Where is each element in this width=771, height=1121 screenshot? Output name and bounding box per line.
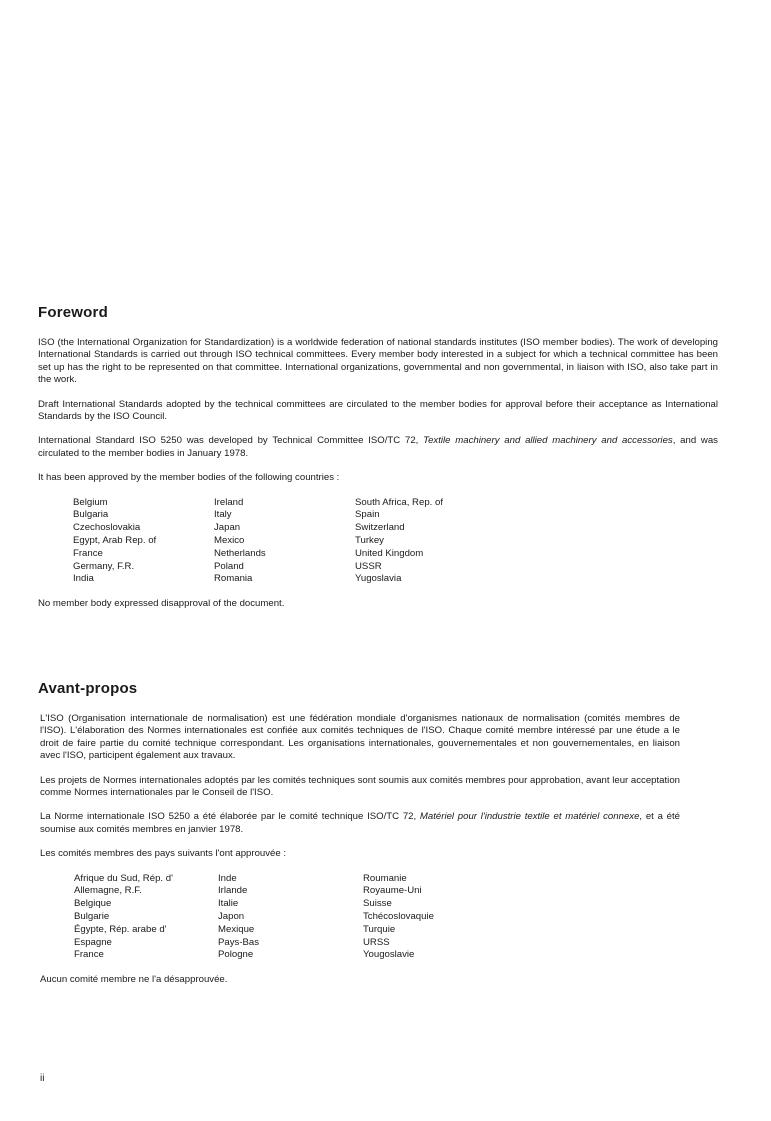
avant-propos-paragraph-1: L'ISO (Organisation internationale de normalisation) est une fédération mondiale d'organismes nationaux de normalisation (comités membres de l'ISO). L'élaboration des Normes internationales est confiée aux comités techniques de l'ISO. Chaque comité membre intéressé par une étude a le droit de faire partie du comité technique correspondant. Les organisations internationales, gouvernementales et non gouvernementales, en liaison avec l'ISO, participent également aux travaux.	[40, 713, 680, 762]
country-name: Irlande	[218, 885, 248, 897]
country-column	[218, 873, 363, 963]
country-name: Italie	[218, 898, 239, 910]
country-name: Bulgaria	[73, 509, 109, 521]
foreword-paragraph-3	[38, 435, 718, 460]
country-column	[74, 873, 218, 963]
avant-propos-heading: Avant-propos	[38, 680, 138, 697]
country-name: Mexique	[218, 923, 255, 935]
approval-intro-fr: Les comités membres des pays suivants l'ont approuvée :	[40, 848, 287, 860]
country-name: Turquie	[363, 923, 396, 935]
country-list-fr	[74, 873, 718, 963]
country-name: Mexico	[214, 535, 245, 547]
avant-propos-section	[38, 680, 718, 999]
country-name: Spain	[355, 509, 380, 521]
page-number: ii	[40, 1073, 45, 1084]
country-name: South Africa, Rep. of	[355, 496, 443, 508]
country-name: Ireland	[214, 496, 244, 508]
foreword-p3-start: International Standard ISO 5250 was developed by Technical Committee ISO/TC 72,	[38, 435, 424, 447]
country-name: Roumanie	[363, 872, 407, 884]
country-name: Germany, F.R.	[73, 560, 135, 572]
country-name: Suisse	[363, 898, 392, 910]
foreword-section	[38, 304, 718, 623]
country-name: Allemagne, R.F.	[74, 885, 142, 897]
closing-statement-en: No member body expressed disapproval of the document.	[38, 598, 285, 610]
country-name: Bulgarie	[74, 911, 110, 923]
country-name: Royaume-Uni	[363, 885, 422, 897]
committee-title-en: Textile machinery and allied machinery and accessories	[423, 435, 673, 447]
avant-propos-p3-start: La Norme internationale ISO 5250 a été élaborée par le comité technique ISO/TC 72,	[40, 811, 420, 823]
country-name: France	[74, 949, 104, 961]
country-name: Netherlands	[214, 547, 266, 559]
country-name: Romania	[214, 573, 253, 585]
country-name: Japon	[218, 911, 245, 923]
country-name: Pays-Bas	[218, 936, 260, 948]
country-name: France	[73, 547, 103, 559]
country-name: Espagne	[74, 936, 112, 948]
avant-propos-paragraph-3	[40, 811, 680, 836]
country-name: Inde	[218, 872, 237, 884]
country-column	[355, 497, 443, 587]
country-name: Égypte, Rép. arabe d'	[74, 923, 167, 935]
committee-title-fr: Matériel pour l'industrie textile et matériel connexe	[419, 811, 640, 823]
country-name: Czechoslovakia	[73, 522, 141, 534]
country-name: Belgium	[73, 496, 108, 508]
country-name: United Kingdom	[355, 547, 424, 559]
country-name: Egypt, Arab Rep. of	[73, 535, 157, 547]
country-name: Italy	[214, 509, 232, 521]
country-name: Belgique	[74, 898, 112, 910]
country-name: Yougoslavie	[363, 949, 415, 961]
foreword-heading: Foreword	[38, 304, 108, 321]
country-column	[363, 873, 434, 963]
country-name: Tchécoslovaquie	[363, 911, 434, 923]
foreword-p3-end: , and was circulated to the member bodies in January 1978.	[38, 435, 718, 459]
approval-intro-en: It has been approved by the member bodies of the following countries :	[38, 472, 340, 484]
country-name: Turkey	[355, 535, 384, 547]
foreword-paragraph-2: Draft International Standards adopted by the technical committees are circulated to the member bodies for approval before their acceptance as International Standards by the ISO Council.	[38, 398, 718, 423]
country-column	[214, 497, 355, 587]
country-name: USSR	[355, 560, 382, 572]
avant-propos-paragraph-2: Les projets de Normes internationales adoptés par les comités techniques sont soumis aux comités membres pour approbation, avant leur acceptation comme Normes internationales par le Conseil de l'ISO.	[40, 774, 680, 799]
closing-statement-fr: Aucun comité membre ne l'a désapprouvée.	[40, 974, 228, 986]
country-name: URSS	[363, 936, 390, 948]
country-name: Switzerland	[355, 522, 405, 534]
avant-propos-p3-end: , et a été soumise aux comités membres en janvier 1978.	[40, 811, 681, 835]
country-name: India	[73, 573, 94, 585]
country-name: Japan	[214, 522, 241, 534]
country-column	[73, 497, 214, 587]
foreword-paragraph-1: ISO (the International Organization for Standardization) is a worldwide federation of national standards institutes (ISO member bodies). The work of developing International Standards is carried out through ISO technical committees. Every member body interested in a subject for which a technical committee has been set up has the right to be represented on that committee. International organizations, governmental and non governmental, in liaison with ISO, also take part in the work.	[38, 337, 718, 386]
country-list-en	[73, 497, 718, 587]
country-name: Poland	[214, 560, 244, 572]
country-name: Yugoslavia	[355, 573, 402, 585]
country-name: Pologne	[218, 949, 254, 961]
country-name: Afrique du Sud, Rép. d'	[74, 872, 173, 884]
